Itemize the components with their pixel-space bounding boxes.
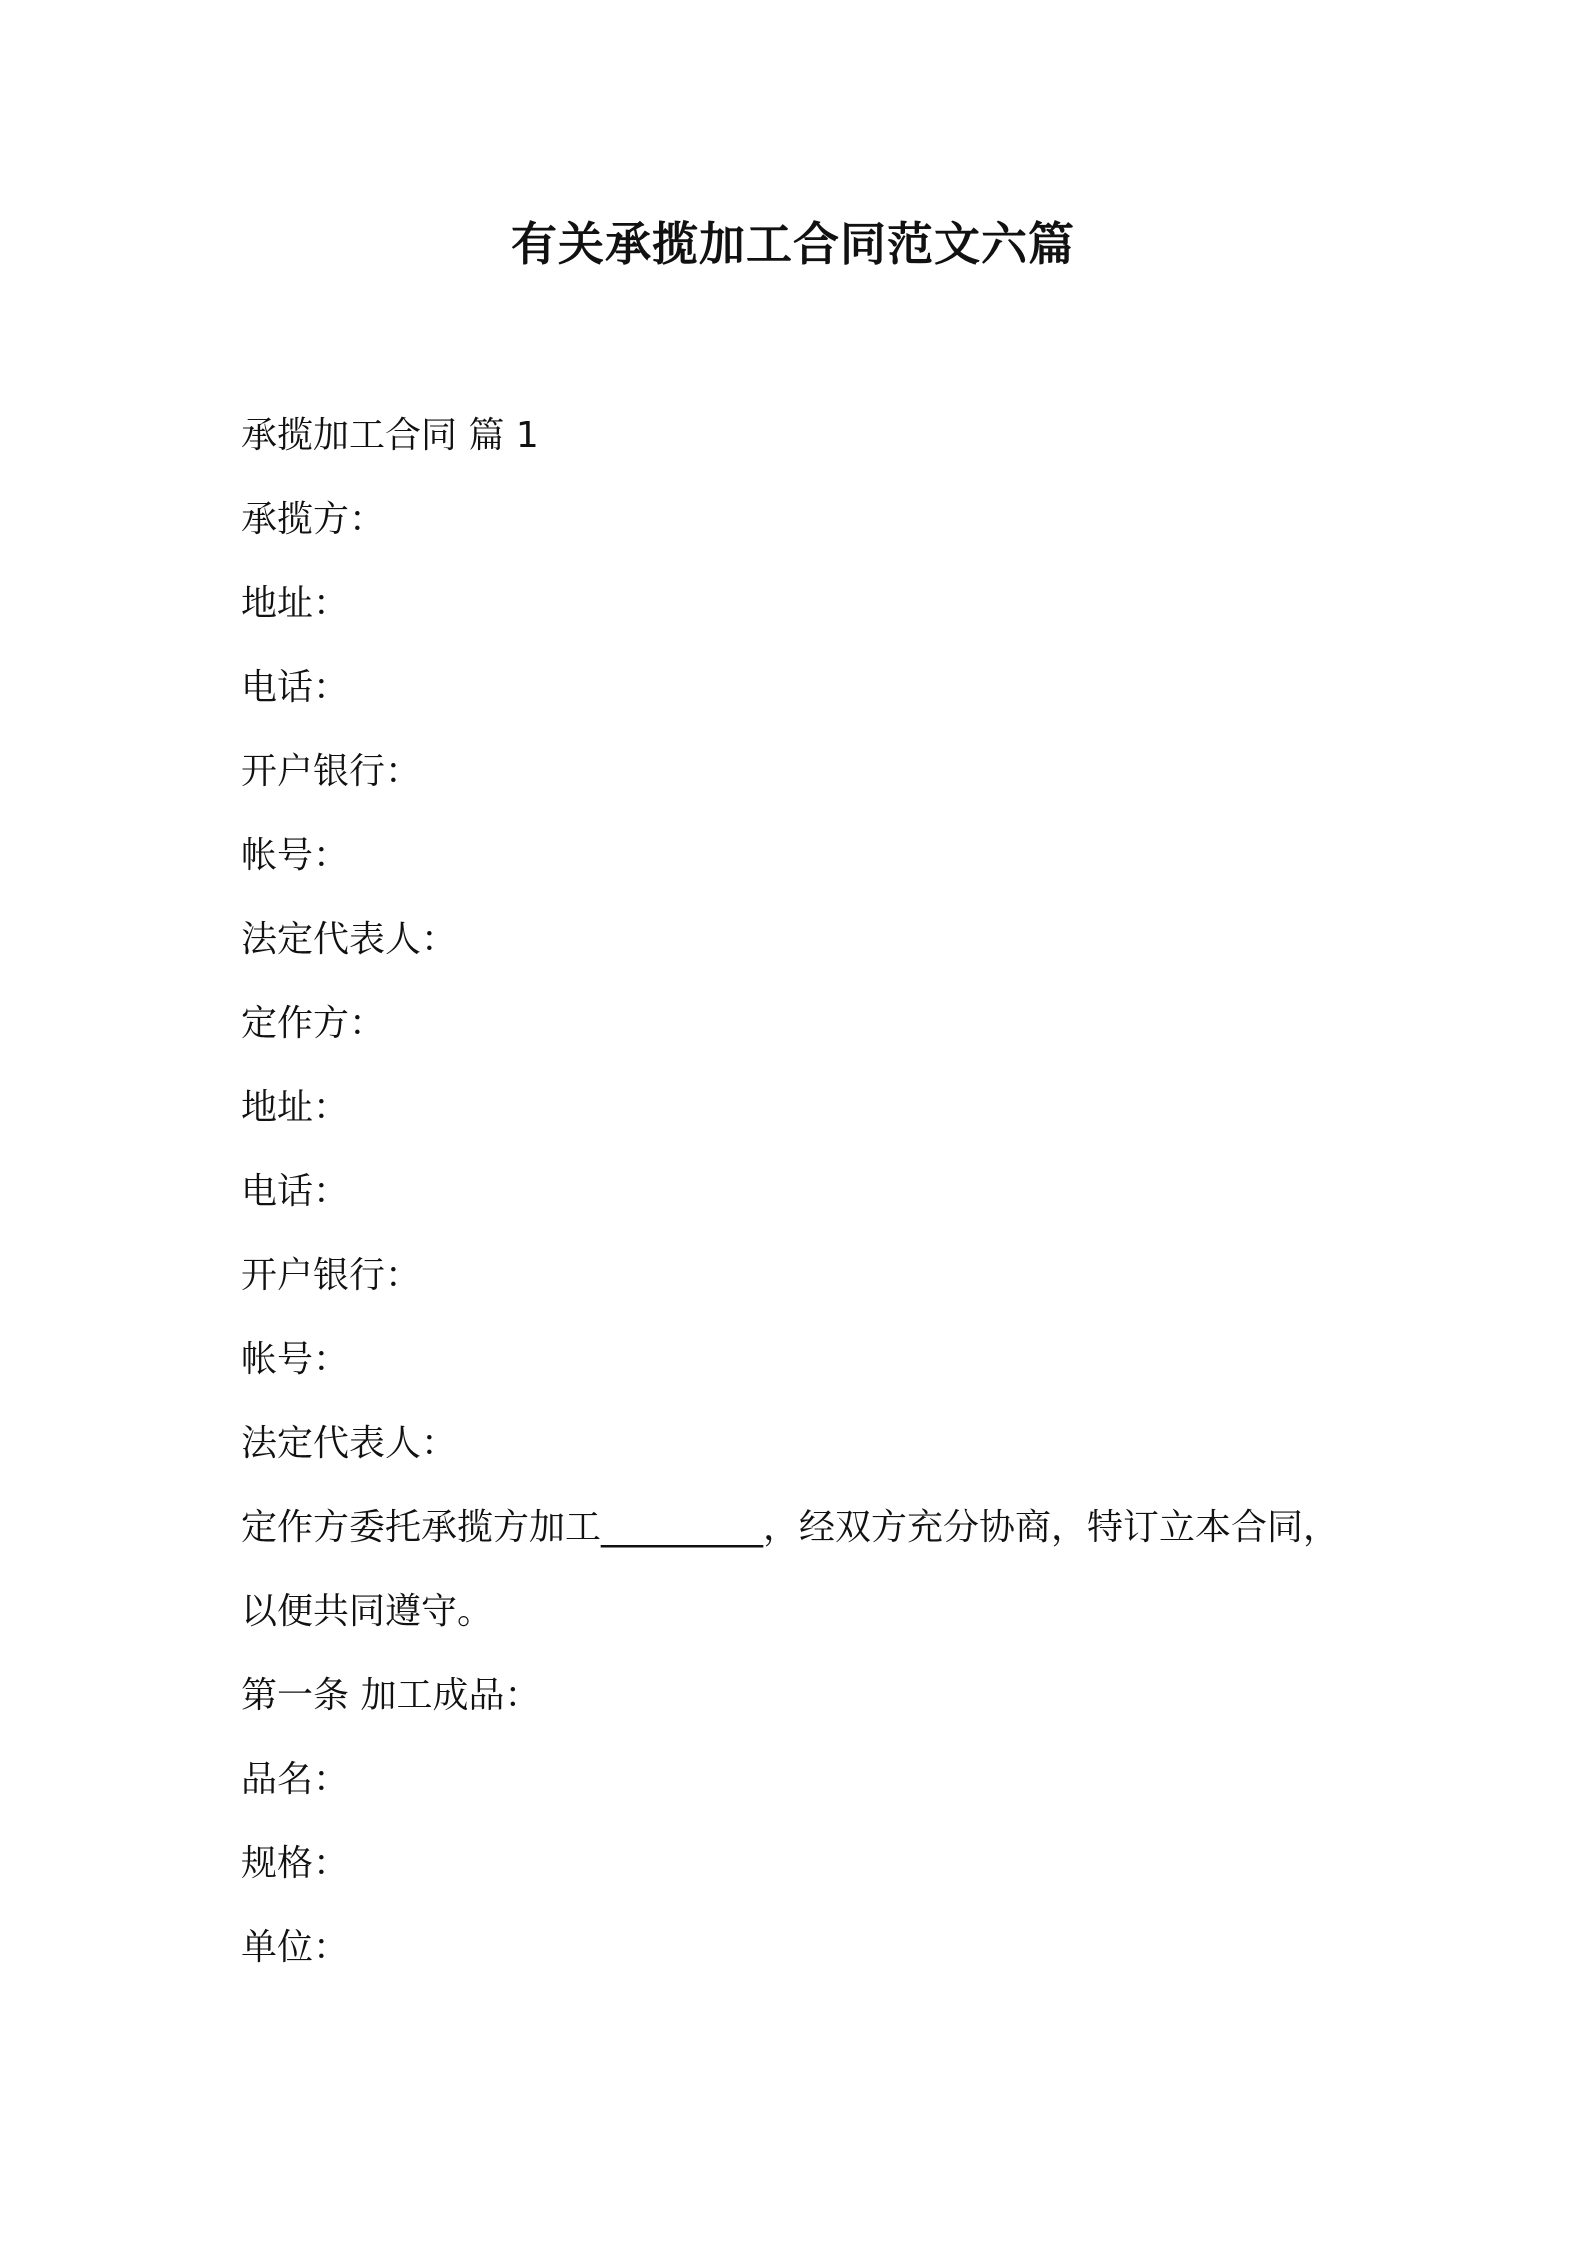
contractor-phone-label: 电话： [241,667,350,708]
contractor-legal-rep-label: 法定代表人： [241,919,458,960]
contractor-label: 承揽方： [241,499,386,540]
specification-label: 规格： [241,1843,350,1884]
agreement-paragraph-line-1: 定作方委托承揽方加工_________，经双方充分协商，特订立本合同， [241,1507,1340,1548]
unit-label: 单位： [241,1927,350,1968]
article-one-heading: 第一条 加工成品： [241,1675,541,1716]
contractor-account-label: 帐号： [241,835,350,876]
contractor-address-label: 地址： [241,583,350,624]
client-address-label: 地址： [241,1087,350,1128]
document-title: 有关承揽加工合同范文六篇 [511,217,1075,271]
client-legal-rep-label: 法定代表人： [241,1423,458,1464]
section-heading: 承揽加工合同 篇 1 [241,415,539,456]
client-account-label: 帐号： [241,1339,350,1380]
client-bank-label: 开户银行： [241,1255,422,1296]
document-body [241,404,1361,2000]
client-label: 定作方： [241,1003,386,1044]
contractor-bank-label: 开户银行： [241,751,422,792]
client-phone-label: 电话： [241,1171,350,1212]
product-name-label: 品名： [241,1759,350,1800]
agreement-paragraph-line-2: 以便共同遵守。 [241,1591,494,1632]
